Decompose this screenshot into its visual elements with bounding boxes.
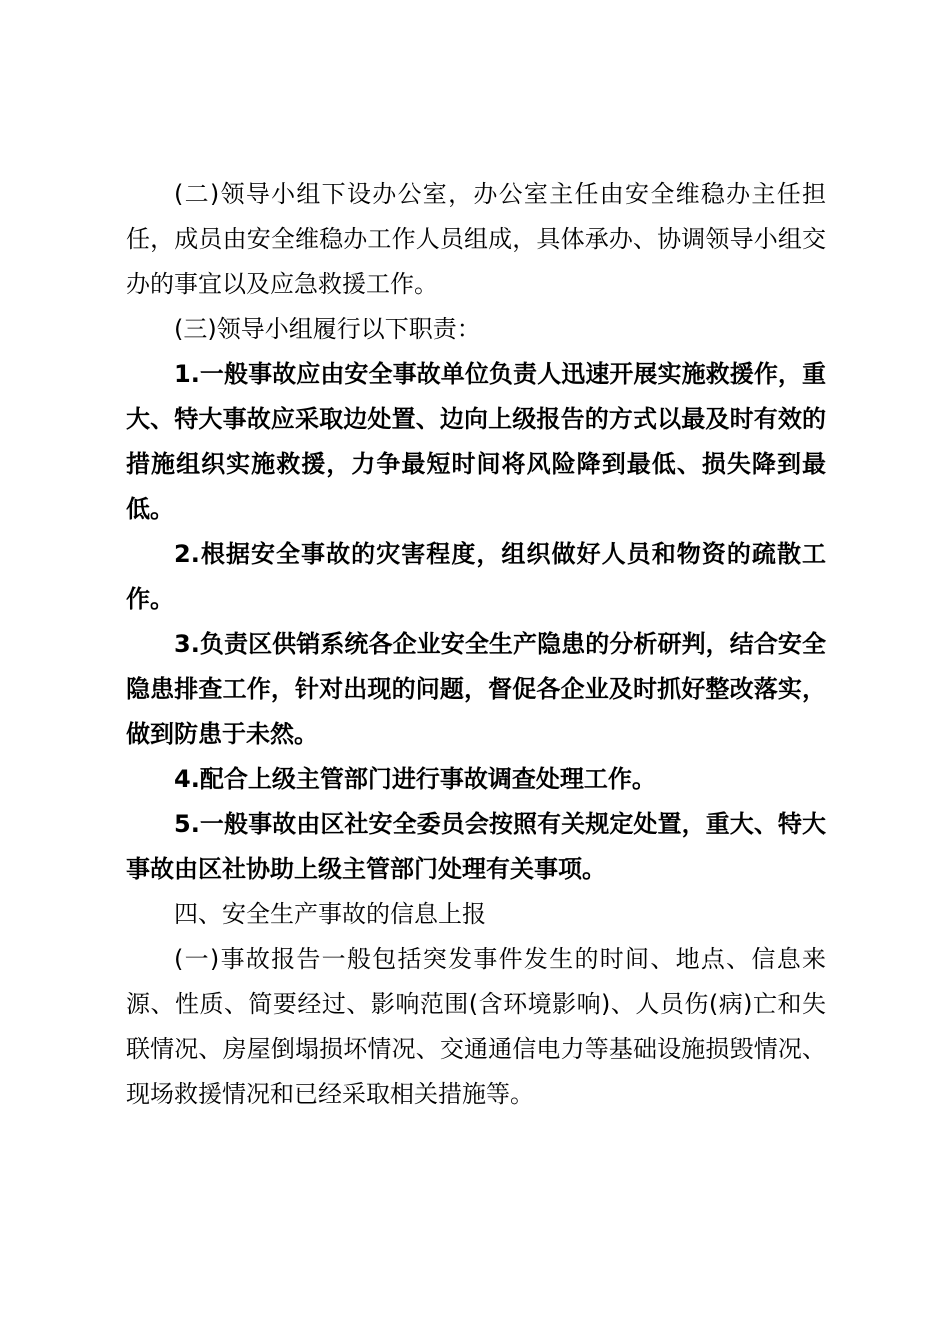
paragraph-duty-1: 1.一般事故应由安全事故单位负责人迅速开展实施救援作，重大、特大事故应采取边处置、边向上级报告的方式以最及时有效的措施组织实施救援，力争最短时间将风险降到最低、损失降到最低。 xyxy=(126,360,826,523)
paragraph-duties-heading: (三)领导小组履行以下职责： xyxy=(174,315,481,343)
document-body xyxy=(126,172,826,1117)
paragraph-duty-4: 4.配合上级主管部门进行事故调查处理工作。 xyxy=(174,765,656,793)
section-heading-reporting: 四、安全生产事故的信息上报 xyxy=(174,900,486,928)
paragraph-duty-3: 3.负责区供销系统各企业安全生产隐患的分析研判，结合安全隐患排查工作，针对出现的问题，督促各企业及时抓好整改落实，做到防患于未然。 xyxy=(126,630,826,748)
paragraph-duty-5: 5.一般事故由区社安全委员会按照有关规定处置，重大、特大事故由区社协助上级主管部门处理有关事项。 xyxy=(126,810,826,883)
paragraph-office-setup: (二)领导小组下设办公室，办公室主任由安全维稳办主任担任，成员由安全维稳办工作人员组成，具体承办、协调领导小组交办的事宜以及应急救援工作。 xyxy=(126,180,826,298)
paragraph-report-contents: (一)事故报告一般包括突发事件发生的时间、地点、信息来源、性质、简要经过、影响范围(含环境影响)、人员伤(病)亡和失联情况、房屋倒塌损坏情况、交通通信电力等基础设施损毁情况、现场救援情况和已经采取相关措施等。 xyxy=(126,945,826,1108)
paragraph-duty-2: 2.根据安全事故的灾害程度，组织做好人员和物资的疏散工作。 xyxy=(126,540,826,613)
